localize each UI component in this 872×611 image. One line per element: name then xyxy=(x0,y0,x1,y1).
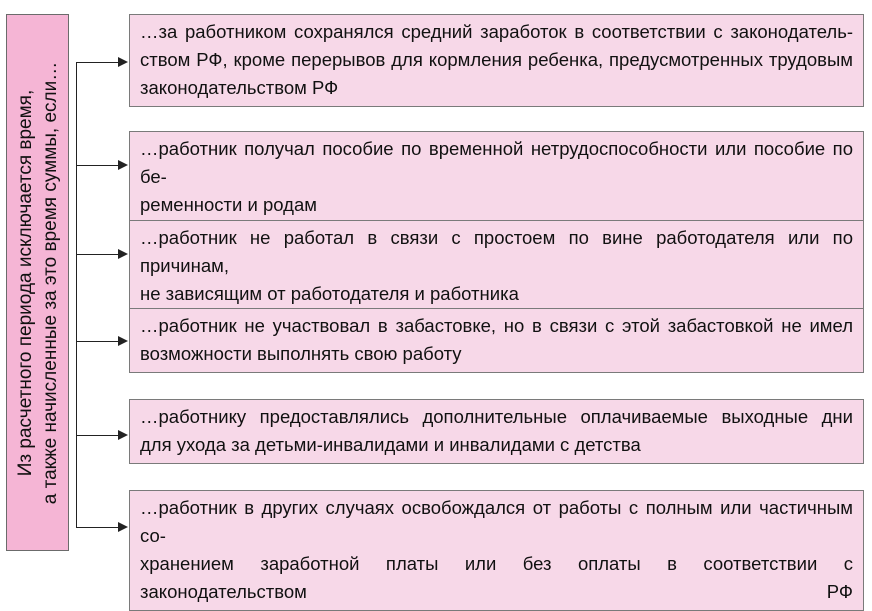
arrow-1 xyxy=(76,62,126,63)
case-2-line-1: …работник получал пособие по временной нетрудоспособности или пособие по бе- xyxy=(140,138,853,187)
case-1-line-3: законодательством РФ xyxy=(140,77,339,98)
case-box-6 xyxy=(129,490,864,611)
arrow-4 xyxy=(76,341,126,342)
case-1-line-1: …за работником сохранялся средний заработок в соответствии с законодатель- xyxy=(140,21,853,42)
case-box-3 xyxy=(129,220,864,313)
case-6-line-2: хранением заработной платы или без оплаты в соответствии с законодательством РФ xyxy=(140,553,853,602)
case-4-line-1: …работник не участвовал в забастовке, но в связи с этой забастовкой не имел xyxy=(140,315,853,336)
case-6-line-1: …работник в других случаях освобождался от работы с полным или частичным со- xyxy=(140,497,853,546)
connector-trunk xyxy=(69,62,77,527)
case-box-4 xyxy=(129,308,864,373)
condition-box xyxy=(6,14,69,551)
condition-label-line-2: а также начисленные за это время суммы, если… xyxy=(39,61,61,504)
arrow-2 xyxy=(76,165,126,166)
case-4-line-2: возможности выполнять свою работу xyxy=(140,343,462,364)
condition-label xyxy=(13,18,63,547)
condition-label-line-1: Из расчетного периода исключается время, xyxy=(14,89,36,476)
case-3-line-2: не зависящим от работодателя и работника xyxy=(140,283,519,304)
case-3-line-1: …работник не работал в связи с простоем по вине работодателя или по причинам, xyxy=(140,227,853,276)
case-box-1 xyxy=(129,14,864,107)
case-box-2 xyxy=(129,131,864,224)
arrow-6 xyxy=(76,527,126,528)
case-2-line-2: ременности и родам xyxy=(140,194,317,215)
arrow-5 xyxy=(76,435,126,436)
case-box-5 xyxy=(129,399,864,464)
arrow-3 xyxy=(76,254,126,255)
case-5-line-1: …работнику предоставлялись дополнительные оплачиваемые выходные дни xyxy=(140,406,853,427)
case-5-line-2: для ухода за детьми-инвалидами и инвалидами с детства xyxy=(140,434,641,455)
case-1-line-2: ством РФ, кроме перерывов для кормления ребенка, предусмотренных трудовым xyxy=(140,49,853,70)
